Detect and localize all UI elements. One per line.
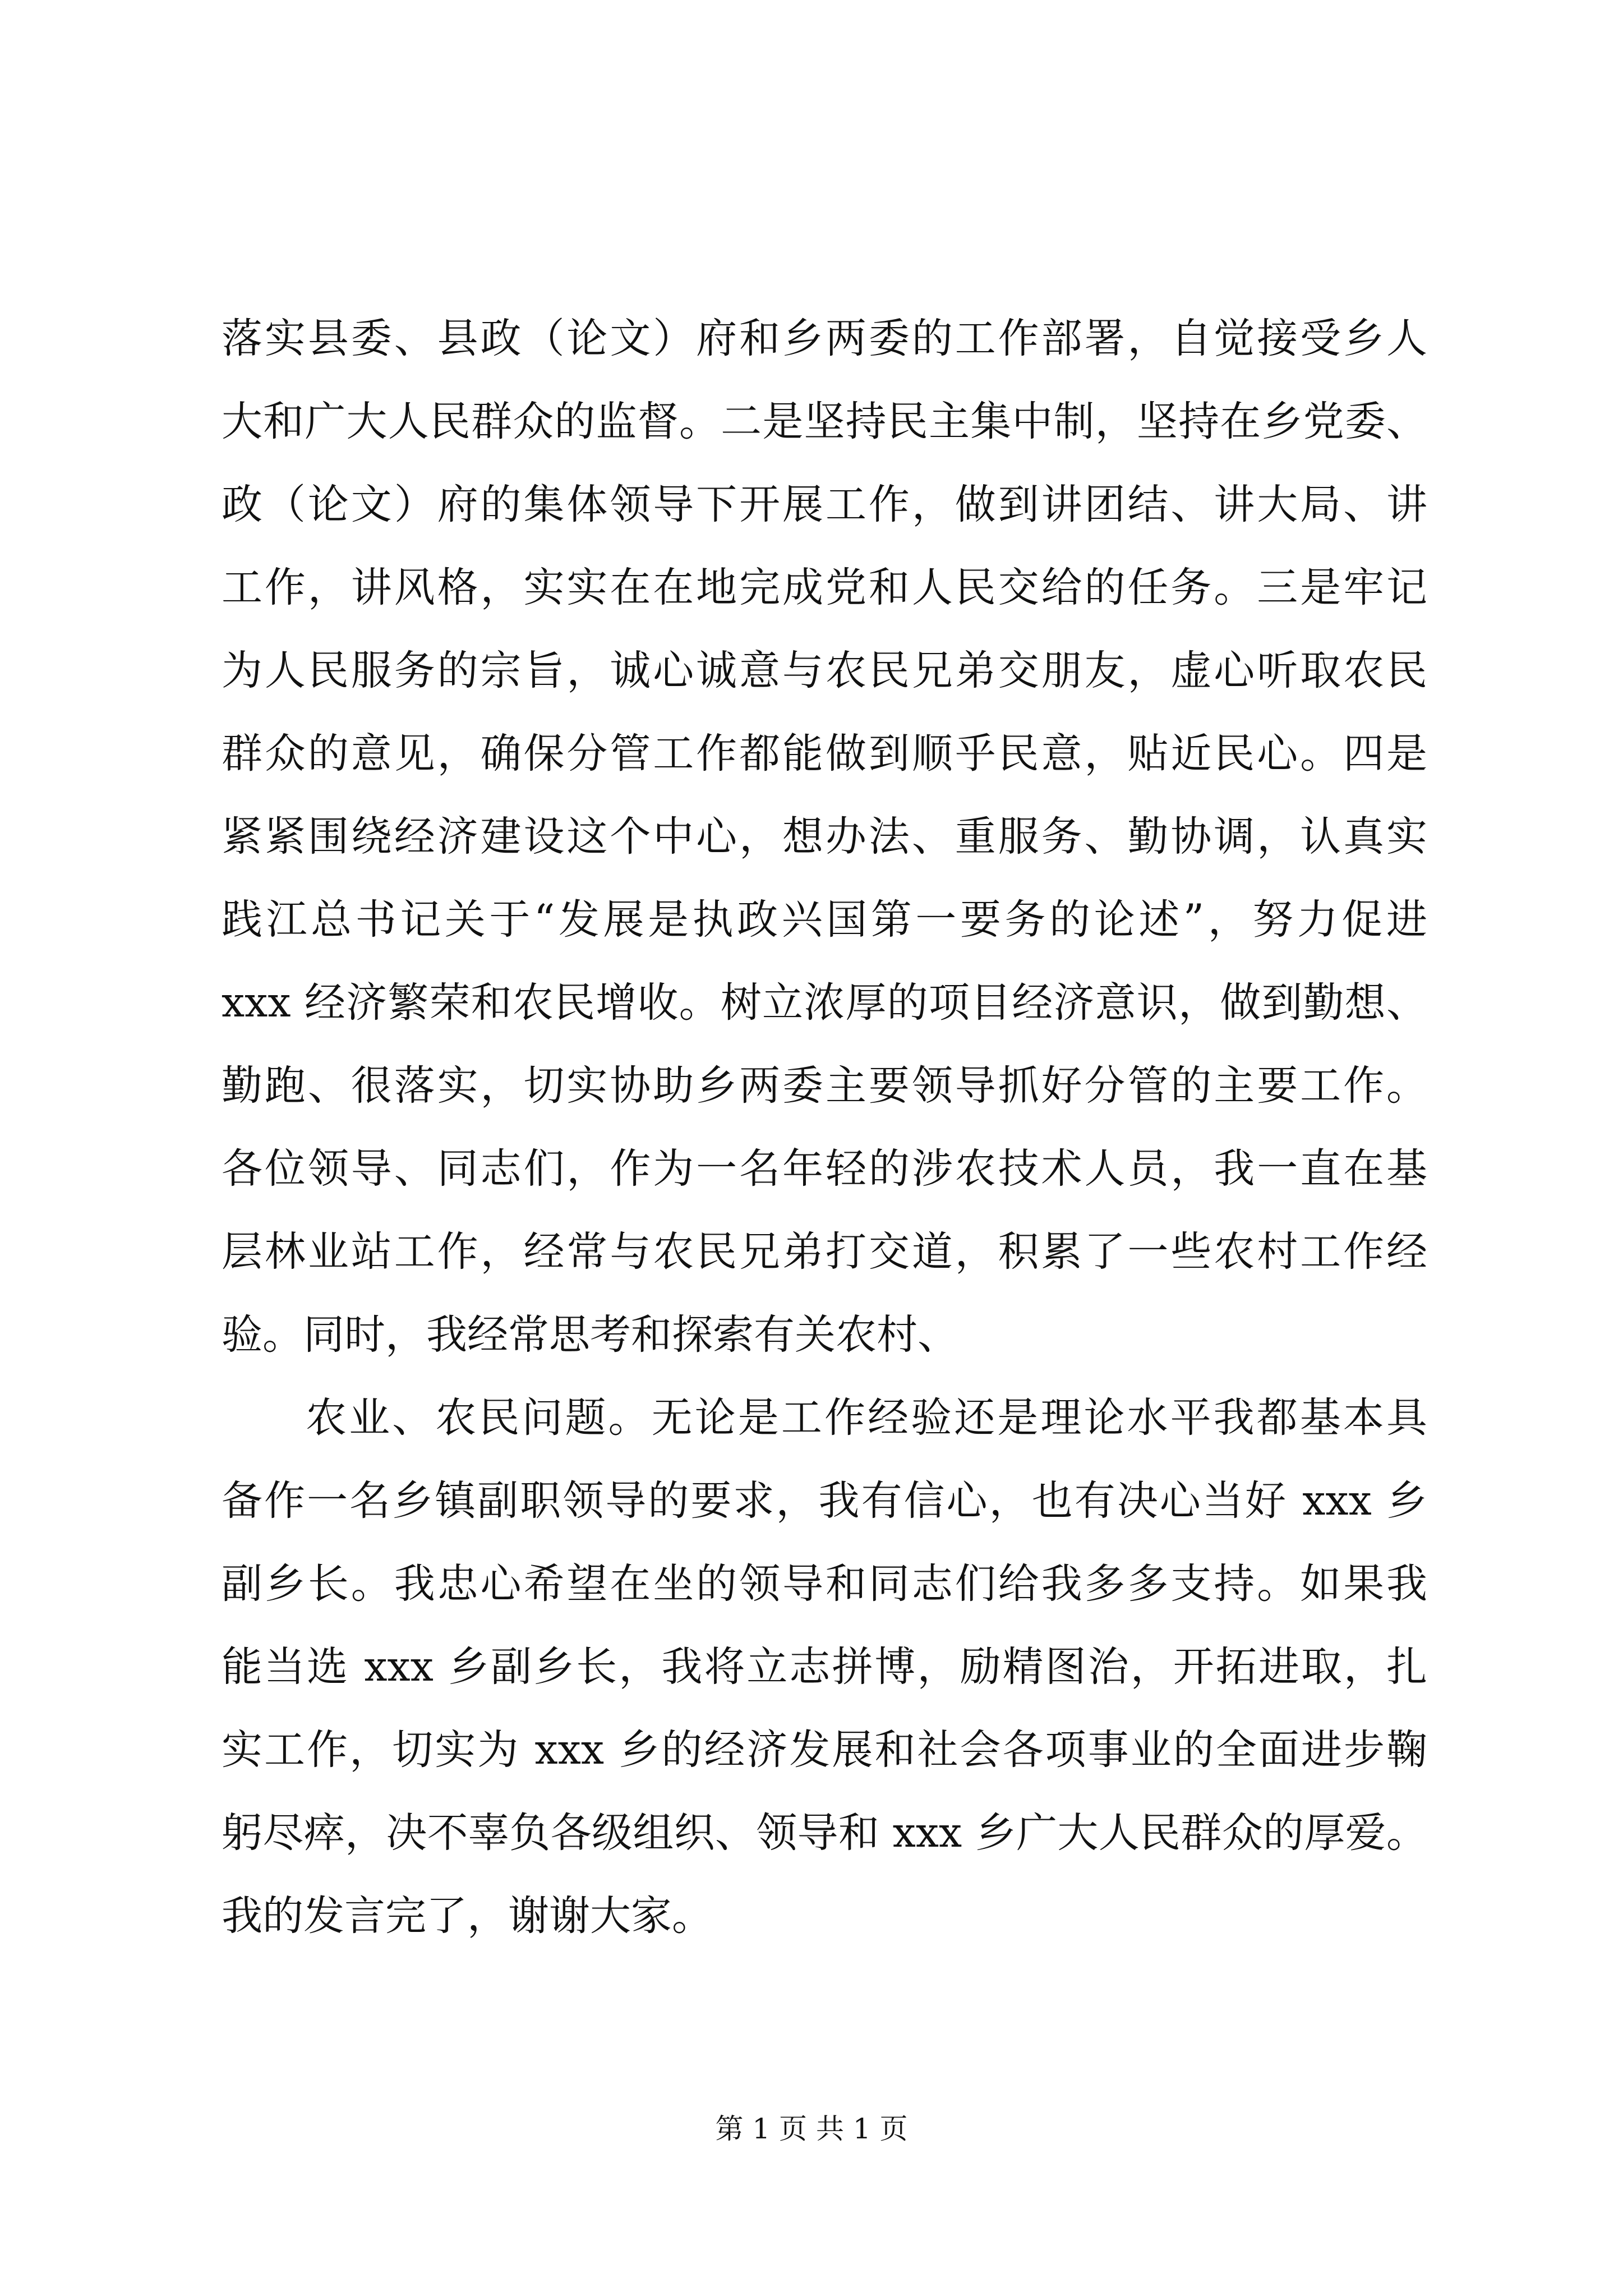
text-line: 农业、农民问题。无论是工作经验还是理论水平我都基本具: [306, 1394, 1427, 1442]
text-line: 为人民服务的宗旨，诚心诚意与农民兄弟交朋友，虚心听取农民: [222, 647, 1427, 694]
text-line: 工作，讲风格，实实在在地完成党和人民交给的任务。三是牢记: [222, 564, 1427, 611]
text-line: xxx 经济繁荣和农民增收。树立浓厚的项目经济意识，做到勤想、: [222, 979, 1427, 1027]
text-line: 紧紧围绕经济建设这个中心，想办法、重服务、勤协调，认真实: [222, 813, 1427, 861]
page-footer: 第 1 页 共 1 页: [715, 2113, 908, 2145]
text-line: 大和广大人民群众的监督。二是坚持民主集中制，坚持在乡党委、: [222, 398, 1427, 445]
text-line: 躬尽瘁，决不辜负各级组织、领导和 xxx 乡广大人民群众的厚爱。: [222, 1809, 1427, 1857]
text-line: 我的发言完了，谢谢大家。: [222, 1892, 713, 1940]
text-line: 勤跑、很落实，切实协助乡两委主要领导抓好分管的主要工作。: [222, 1062, 1427, 1110]
text-line: 层林业站工作，经常与农民兄弟打交道，积累了一些农村工作经: [222, 1228, 1427, 1276]
text-line: 各位领导、同志们，作为一名年轻的涉农技术人员，我一直在基: [222, 1145, 1427, 1193]
text-line: 践江总书记关于“发展是执政兴国第一要务的论述”，努力促进: [222, 896, 1427, 944]
text-line: 群众的意见，确保分管工作都能做到顺乎民意，贴近民心。四是: [222, 730, 1427, 777]
document-body: [222, 297, 1427, 1958]
text-line: 副乡长。我忠心希望在坐的领导和同志们给我多多支持。如果我: [222, 1560, 1427, 1608]
text-line: 实工作，切实为 xxx 乡的经济发展和社会各项事业的全面进步鞠: [222, 1726, 1427, 1774]
text-line: 备作一名乡镇副职领导的要求，我有信心，也有决心当好 xxx 乡: [222, 1477, 1427, 1525]
text-line: 政（论文）府的集体领导下开展工作，做到讲团结、讲大局、讲: [222, 481, 1427, 528]
paragraph: [222, 1377, 1427, 1958]
text-line: 验。同时，我经常思考和探索有关农村、: [222, 1311, 958, 1359]
text-line: 落实县委、县政（论文）府和乡两委的工作部署，自觉接受乡人: [222, 315, 1427, 362]
text-line: 能当选 xxx 乡副乡长，我将立志拼博，励精图治，开拓进取，扎: [222, 1643, 1427, 1691]
paragraph: [222, 297, 1427, 1377]
